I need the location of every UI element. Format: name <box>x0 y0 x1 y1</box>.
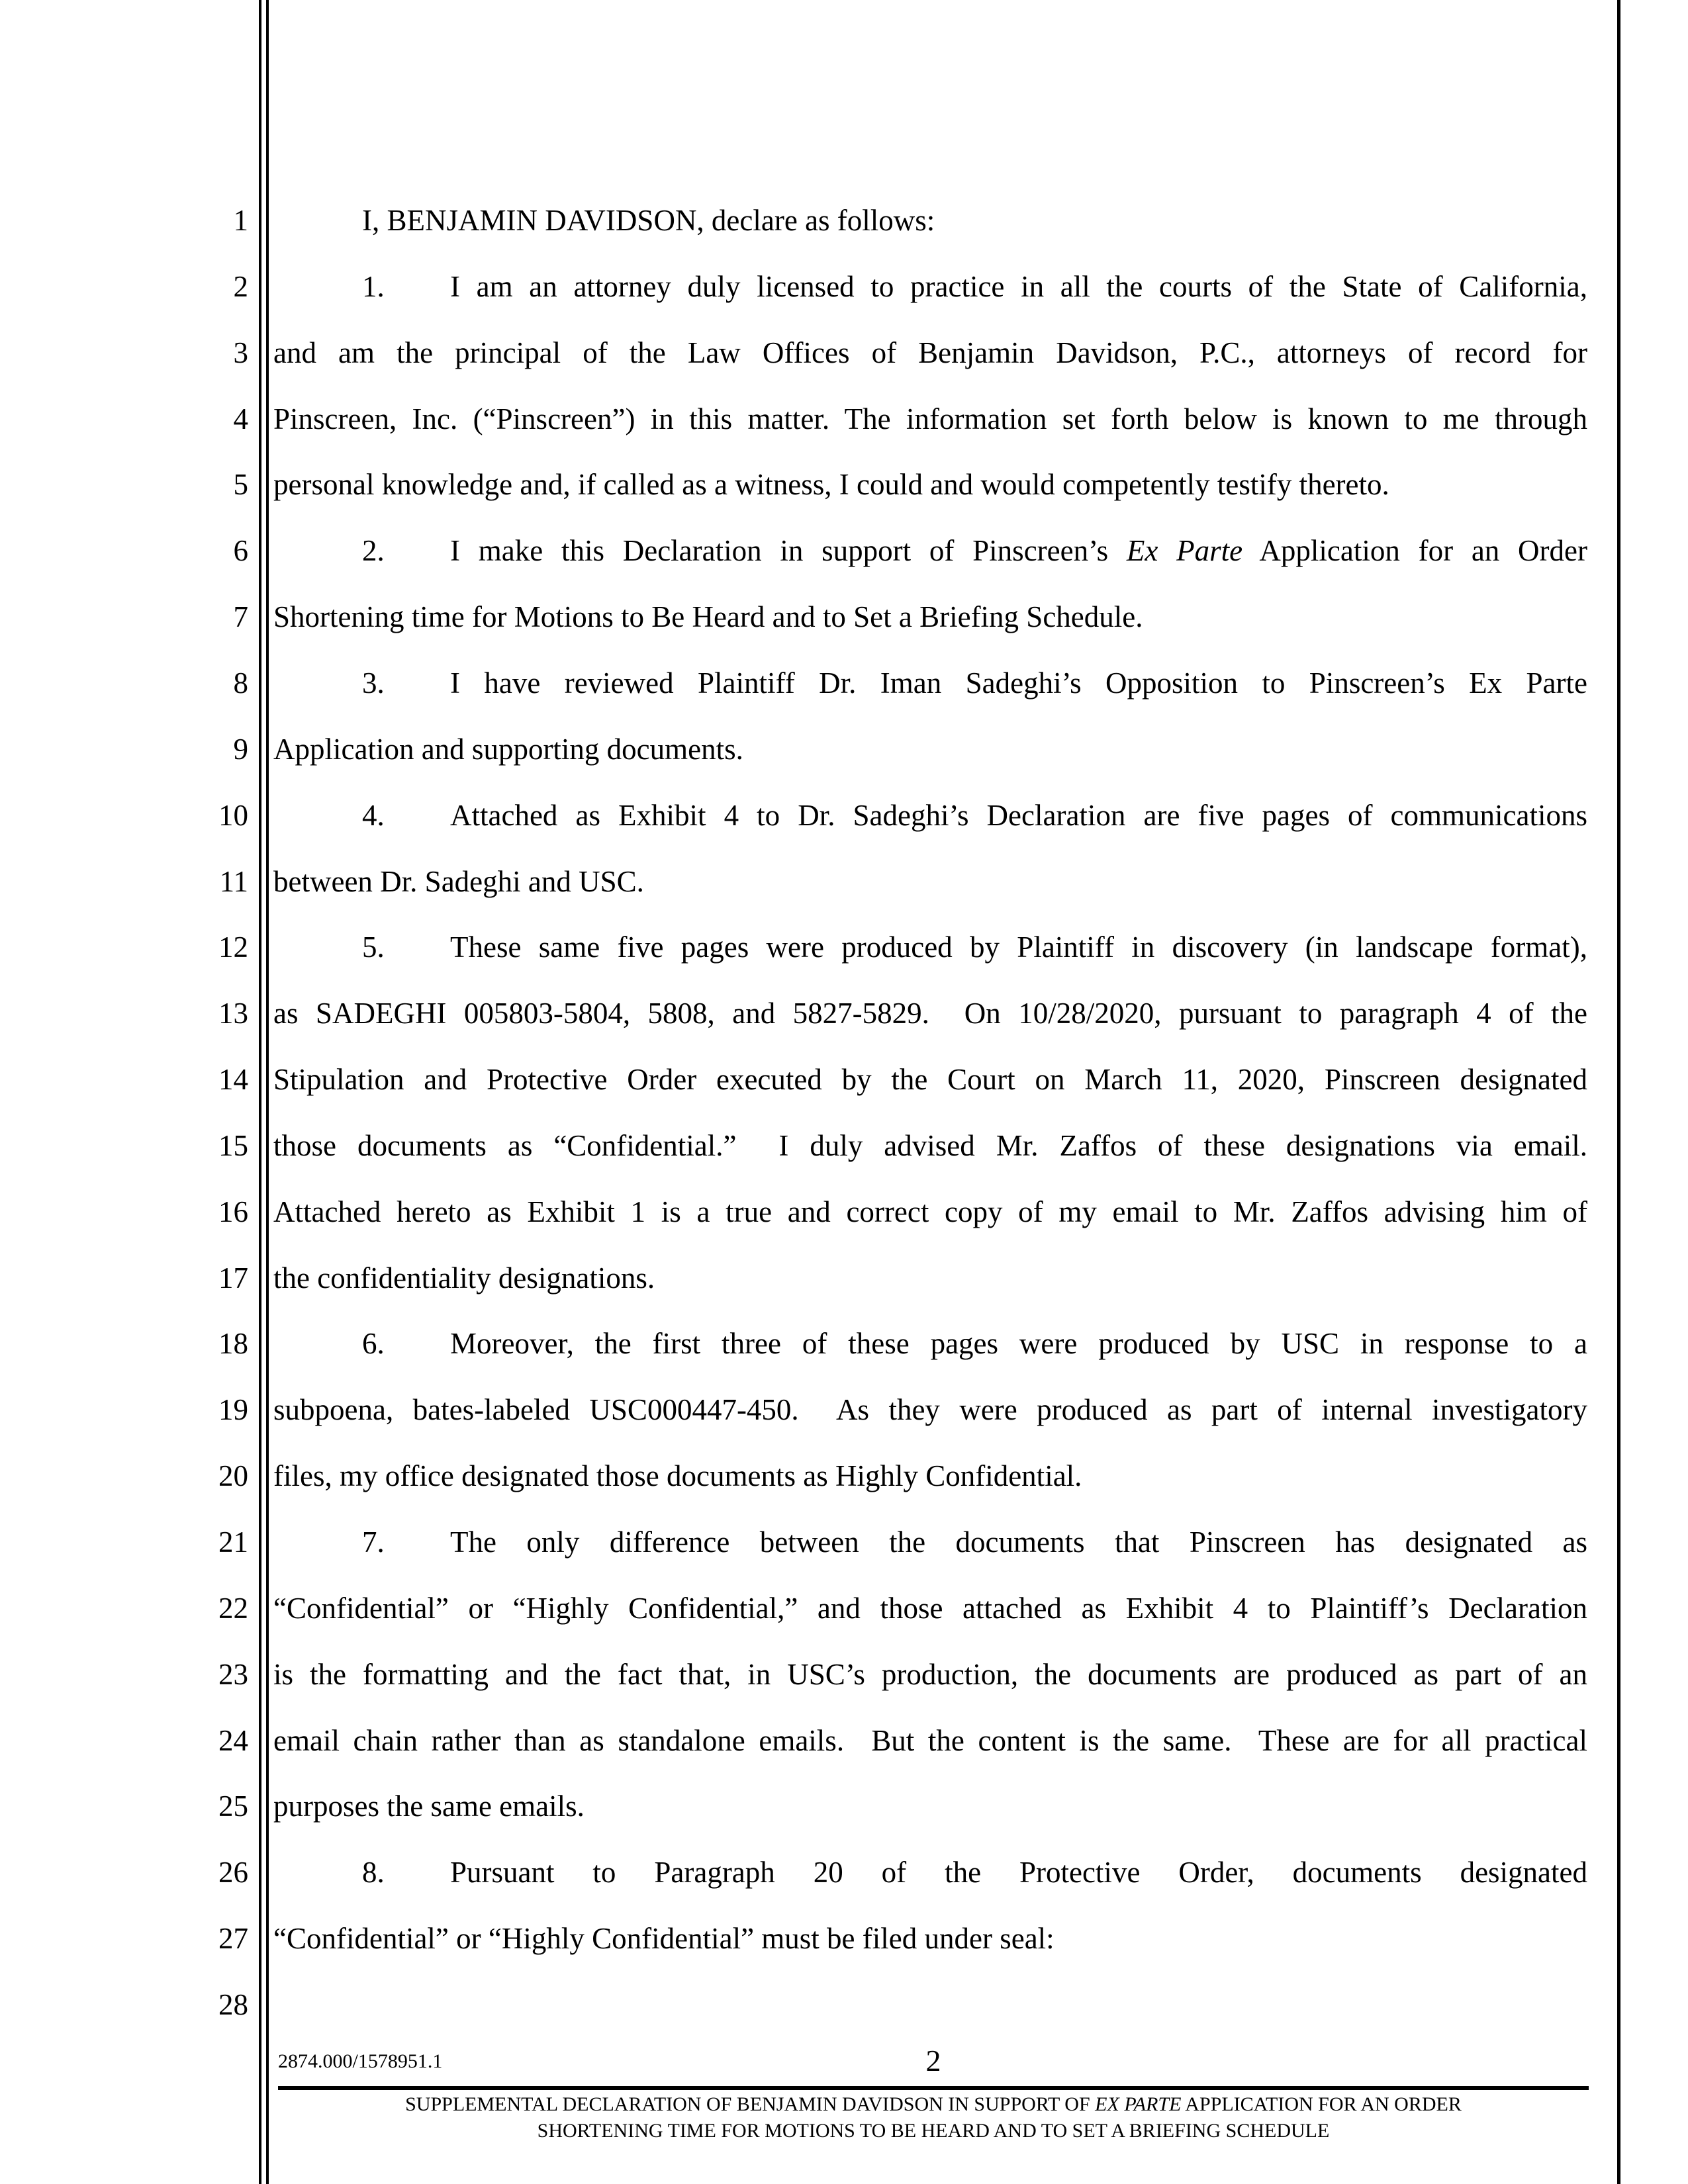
left-double-rule <box>259 0 269 2184</box>
body-text: files, my office designated those documents as Highly Confidential. <box>273 1459 1082 1493</box>
body-text: Moreover, the first three of these pages were produced by USC in response to a <box>450 1327 1587 1361</box>
line-number-8: 8 <box>233 666 248 700</box>
line-number-11: 11 <box>219 864 248 898</box>
body-text: those documents as “Confidential.” I duly advised Mr. Zaffos of these designations via email. <box>273 1128 1587 1162</box>
body-line-19 <box>273 1377 1587 1443</box>
body-line-7 <box>273 584 1587 650</box>
body-line-15 <box>273 1113 1587 1179</box>
line-number-26: 26 <box>218 1856 248 1889</box>
body-line-6 <box>273 518 1587 584</box>
body-text: email chain rather than as standalone emails. But the content is the same. These are for all practical <box>273 1723 1587 1757</box>
line-number-21: 21 <box>218 1525 248 1559</box>
line-number-10: 10 <box>218 798 248 832</box>
line-number-3: 3 <box>233 336 248 369</box>
footer-document-id: 2874.000/1578951.1 <box>278 2050 443 2072</box>
body-line-18 <box>273 1311 1587 1377</box>
body-text: Attached as Exhibit 4 to Dr. Sadeghi’s Declaration are five pages of communications <box>450 798 1587 832</box>
body-line-25 <box>273 1774 1587 1839</box>
body-text: subpoena, bates-labeled USC000447-450. As they were produced as part of internal investigatory <box>273 1393 1587 1427</box>
body-line-5 <box>273 452 1587 518</box>
body-text: the confidentiality designations. <box>273 1261 655 1295</box>
body-text: “Confidential” or “Highly Confidential,” and those attached as Exhibit 4 to Plaintiff’s Declaration <box>273 1591 1587 1625</box>
body-text: These same five pages were produced by Plaintiff in discovery (in landscape format), <box>450 931 1587 964</box>
body-text: I am an attorney duly licensed to practice in all the courts of the State of California, <box>450 269 1587 303</box>
body-text: I have reviewed Plaintiff Dr. Iman Sadeghi’s Opposition to Pinscreen’s Ex Parte <box>450 666 1587 700</box>
body-line-13 <box>273 981 1587 1046</box>
body-line-12 <box>273 915 1587 980</box>
body-text: and am the principal of the Law Offices of Benjamin Davidson, P.C., attorneys of record for <box>273 336 1587 369</box>
footer-caption-line1 <box>278 2091 1589 2118</box>
line-number-18: 18 <box>218 1327 248 1361</box>
body-text: Pinscreen, Inc. (“Pinscreen”) in this matter. The information set forth below is known to me through <box>273 402 1587 435</box>
body-text: between Dr. Sadeghi and USC. <box>273 864 644 898</box>
line-number-22: 22 <box>218 1591 248 1625</box>
body-line-24 <box>273 1708 1587 1774</box>
footer-horizontal-rule <box>278 2086 1589 2090</box>
paragraph-number: 2. <box>362 534 385 568</box>
line-number-6: 6 <box>233 534 248 568</box>
page-number: 2 <box>925 2044 941 2077</box>
body-text: I, BENJAMIN DAVIDSON, declare as follows: <box>362 204 935 237</box>
line-number-24: 24 <box>218 1723 248 1757</box>
paragraph-number: 3. <box>362 666 385 700</box>
body-line-27 <box>273 1906 1587 1972</box>
paragraph-number: 5. <box>362 931 385 964</box>
body-line-8 <box>273 651 1587 716</box>
paragraph-number: 4. <box>362 798 385 832</box>
body-line-26 <box>273 1840 1587 1905</box>
body-text: is the formatting and the fact that, in USC’s production, the documents are produced as part of an <box>273 1657 1587 1691</box>
body-line-10 <box>273 783 1587 848</box>
body-text: Pursuant to Paragraph 20 of the Protective Order, documents designated <box>450 1856 1587 1889</box>
body-text: Application and supporting documents. <box>273 732 743 766</box>
line-number-1: 1 <box>233 204 248 237</box>
body-line-9 <box>273 717 1587 782</box>
line-number-14: 14 <box>218 1063 248 1097</box>
body-line-28 <box>273 1972 1587 2038</box>
line-number-20: 20 <box>218 1459 248 1493</box>
body-line-4 <box>273 387 1587 452</box>
line-number-28: 28 <box>218 1987 248 2021</box>
footer-caption-line2: SHORTENING TIME FOR MOTIONS TO BE HEARD AND TO SET A BRIEFING SCHEDULE <box>537 2120 1330 2142</box>
body-line-20 <box>273 1443 1587 1509</box>
line-number-12: 12 <box>218 931 248 964</box>
body-line-2 <box>273 254 1587 320</box>
body-text: Application for an Order <box>1243 534 1587 568</box>
body-text: as SADEGHI 005803-5804, 5808, and 5827-5829. On 10/28/2020, pursuant to paragraph 4 of the <box>273 997 1587 1030</box>
body-text: purposes the same emails. <box>273 1790 585 1823</box>
paragraph-number: 6. <box>362 1327 385 1361</box>
footer-caption-line1-post: APPLICATION FOR AN ORDER <box>1181 2093 1462 2115</box>
body-text: Shortening time for Motions to Be Heard and to Set a Briefing Schedule. <box>273 600 1143 634</box>
body-text: Stipulation and Protective Order executed by the Court on March 11, 2020, Pinscreen designated <box>273 1063 1587 1097</box>
line-number-9: 9 <box>233 732 248 766</box>
line-number-19: 19 <box>218 1393 248 1427</box>
body-text: Attached hereto as Exhibit 1 is a true and correct copy of my email to Mr. Zaffos advising him of <box>273 1195 1587 1228</box>
body-line-11 <box>273 849 1587 915</box>
body-text-italic: Ex Parte <box>1126 534 1243 568</box>
body-line-21 <box>273 1510 1587 1575</box>
line-number-25: 25 <box>218 1790 248 1823</box>
line-number-7: 7 <box>233 600 248 634</box>
line-number-16: 16 <box>218 1195 248 1228</box>
paragraph-number: 8. <box>362 1856 385 1889</box>
paragraph-number: 1. <box>362 269 385 303</box>
body-text: The only difference between the documents that Pinscreen has designated as <box>450 1525 1587 1559</box>
body-line-22 <box>273 1576 1587 1641</box>
body-text: “Confidential” or “Highly Confidential” must be filed under seal: <box>273 1922 1055 1956</box>
line-number-23: 23 <box>218 1657 248 1691</box>
body-line-14 <box>273 1047 1587 1113</box>
body-line-23 <box>273 1642 1587 1707</box>
line-number-2: 2 <box>233 269 248 303</box>
line-number-5: 5 <box>233 468 248 502</box>
body-line-3 <box>273 320 1587 386</box>
line-number-13: 13 <box>218 997 248 1030</box>
right-rule <box>1617 0 1620 2184</box>
body-line-1 <box>273 188 1587 253</box>
line-number-27: 27 <box>218 1922 248 1956</box>
line-number-4: 4 <box>233 402 248 435</box>
paragraph-number: 7. <box>362 1525 385 1559</box>
line-number-17: 17 <box>218 1261 248 1295</box>
body-line-17 <box>273 1246 1587 1311</box>
footer-caption-line1-pre: SUPPLEMENTAL DECLARATION OF BENJAMIN DAVIDSON IN SUPPORT OF <box>405 2093 1096 2115</box>
body-text: personal knowledge and, if called as a witness, I could and would competently testify thereto. <box>273 468 1389 502</box>
footer-caption-line1-italic: EX PARTE <box>1095 2093 1182 2115</box>
body-text: I make this Declaration in support of Pinscreen’s <box>450 534 1127 568</box>
body-line-16 <box>273 1179 1587 1245</box>
line-number-15: 15 <box>218 1128 248 1162</box>
